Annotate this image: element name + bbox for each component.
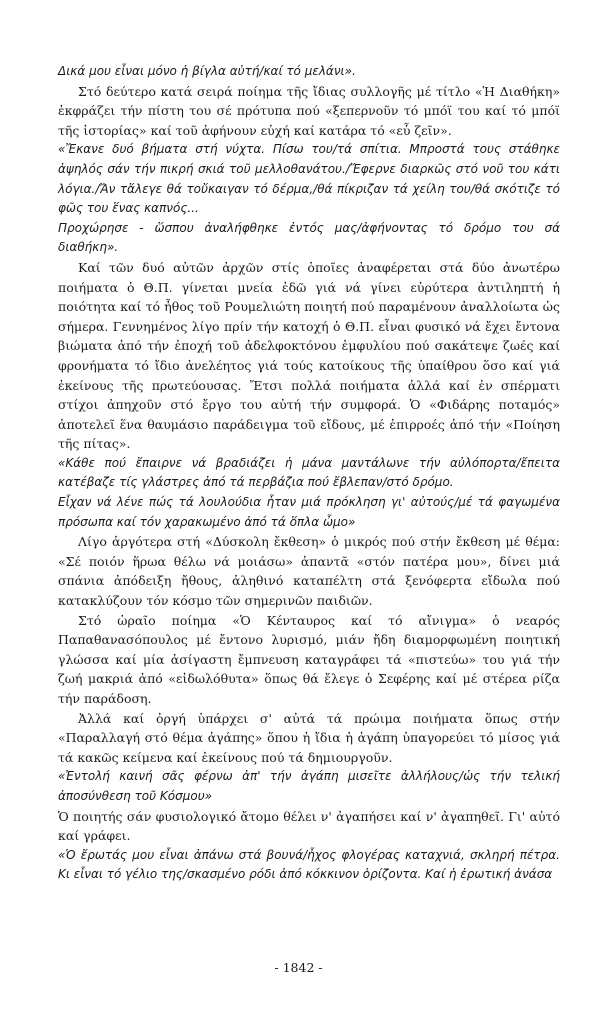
body-paragraph: Στό ὡραῖο ποίημα «Ὁ Κένταυρος καί τό αἴνιγμα» ὁ νεαρός Παπαθανασόπουλος μέ ἔντονο λυρισμό, μιάν ἤδη διαμορφωμένη ποιητική γλώσσα καί μία ἀσίγαστη ἔμπνευση καταγράφει τά «πιστεύω» του γιά τήν ζωή μακριά ἀπό «εἰδωλόθυτα» ὅπως θά ἔλεγε ὁ Σεφέρης καί μέ στέρεα ρίζα τήν παράδοση. — [58, 612, 560, 706]
quote-block: «Ἔκανε δυό βήματα στή νύχτα. Πίσω του/τά σπίτια. Μπροστά τους στάθηκε ἀψηλός σάν τήν πικρή σκιά τοῦ μελλοθανάτου./Ἔφερνε διαρκῶς στό νοῦ του κάτι λόγια./Ἄν τἄλεγε θά τοὔκαιγαν τό δέρμα,/θά πίκριζαν τά χείλη του/θά σκότιζε τό φῶς του ἕνας καπνός... — [58, 142, 560, 216]
quote-block: Προχώρησε - ὥσπου ἀναλήφθηκε ἐντός μας/ἀφήνοντας τό δρόμο του σά διαθήκη». — [58, 220, 560, 255]
body-paragraph: Λίγο ἀργότερα στή «Δύσκολη ἔκθεση» ὁ μικρός πού στήν ἔκθεση μέ θέμα: «Σέ ποιόν ἥρωα θέλω νά μοιάσω» ἀπαντᾶ «στόν πατέρα μου», δίνει μιά σπάνια ἀπόδειξη ἤθους, ἀληθινό καταπέλτη στά ξενόφερτα εἴδωλα πού κατακλύζουν τόν κόσμο τῶν σημερινῶν παιδιῶν. — [58, 534, 560, 609]
quote-block: «Ὁ ἔρωτάς μου εἶναι ἀπάνω στά βουνά/ἦχος φλογέρας καταχνιά, σκληρή πέτρα. Κι εἶναι τό γέλιο της/σκασμένο ρόδι ἀπό κόκκινον ὁρίζοντα. Καί ἡ ἐρωτική ἀνάσα — [58, 847, 560, 882]
quote-block: Εἶχαν νά λένε πώς τά λουλούδια ἦταν μιά πρόκληση γι' αὐτούς/μέ τά φαγωμένα πρόσωπα καί τόν χαρακωμένο ἀπό τά ὅπλα ὦμο» — [58, 495, 560, 529]
body-paragraph: Στό δεύτερο κατά σειρά ποίημα τῆς ἴδιας συλλογῆς μέ τίτλο «Ἡ Διαθήκη» ἐκφράζει τήν πίστη του σέ πρότυπα πού «ξεπερνοῦν τό μπόϊ του καί τό μπόϊ τῆς ἱστορίας» καί τοῦ ἀφήνουν εὐχή καί κατάρα τό «εὖ ζεῖν». — [58, 83, 560, 138]
quote-line: Δικά μου εἶναι μόνο ἡ βίγλα αὐτή/καί τό μελάνι». — [58, 64, 356, 78]
document-page — [58, 62, 560, 885]
quote-block: «Κάθε πού ἔπαιρνε νά βραδιάζει ἡ μάνα μαντάλωνε τήν αὐλόπορτα/ἔπειτα κατέβαζε τίς γλάστρες ἀπό τά περβάζια πού ἔβλεπαν/στό δρόμο. — [58, 455, 560, 490]
quote-block: «Ἐντολή καινή σᾶς φέρνω ἀπ' τήν ἀγάπη μισεῖτε ἀλλήλους/ὡς τήν τελική ἀποσύνθεση τοῦ Κόσμου» — [58, 769, 560, 803]
body-paragraph: Ὁ ποιητής σάν φυσιολογικό ἄτομο θέλει ν' ἀγαπήσει καί ν' ἀγαπηθεῖ. Γι' αὐτό καί γράφει. — [58, 808, 560, 844]
body-paragraph: Καί τῶν δυό αὐτῶν ἀρχῶν στίς ὁποῖες ἀναφέρεται στά δύο ἀνωτέρω ποιήματα ὁ Θ.Π. γίνεται μνεία ἐδῶ γιά νά γίνει εὐρύτερα ἀντιληπτή ἡ ποιότητα καί τό ἦθος τοῦ Ρουμελιώτη ποιητή πού παραμένουν ἀναλλοίωτα ὡς σήμερα. Γεννημένος λίγο πρίν τήν κατοχή ὁ Θ.Π. εἶναι φυσικό νά ἔχει ἔντονα βιώματα ἀπό τήν ἐποχή τοῦ ἀδελφοκτόνου ἐμφυλίου πού σακάτεψε ζωές καί φρονήματα τό ἴδιο ἀνελέητος γιά τούς κατοίκους τῆς ὑπαίθρου ὅσο καί γιά ἐκείνους τῆς πρωτεύουσας. Ἔτσι πολλά ποιήματα ἀλλά καί ἐν σπέρματι στίχοι ἀπηχοῦν στό ἔργο του αὐτή τήν συμφορά. Ὁ «Φιδάρης ποταμός» ἀποτελεῖ ἕνα θαυμάσιο παράδειγμα τοῦ εἴδους, μέ ἐπιρροές ἀπό τήν «Ποίηση τῆς πίτας». — [58, 259, 560, 452]
body-paragraph: Ἀλλά καί ὀργή ὑπάρχει σ' αὐτά τά πρώιμα ποιήματα ὅπως στήν «Παραλλαγή στό θέμα ἀγάπης» ὅπου ἡ ἴδια ἡ ἀγάπη ὑπαγορεύει τό μίσος γιά τά κακῶς κείμενα καί ἐκείνους πού τά δημιουργοῦν. — [58, 710, 560, 765]
page-number: - 1842 - — [274, 960, 323, 975]
